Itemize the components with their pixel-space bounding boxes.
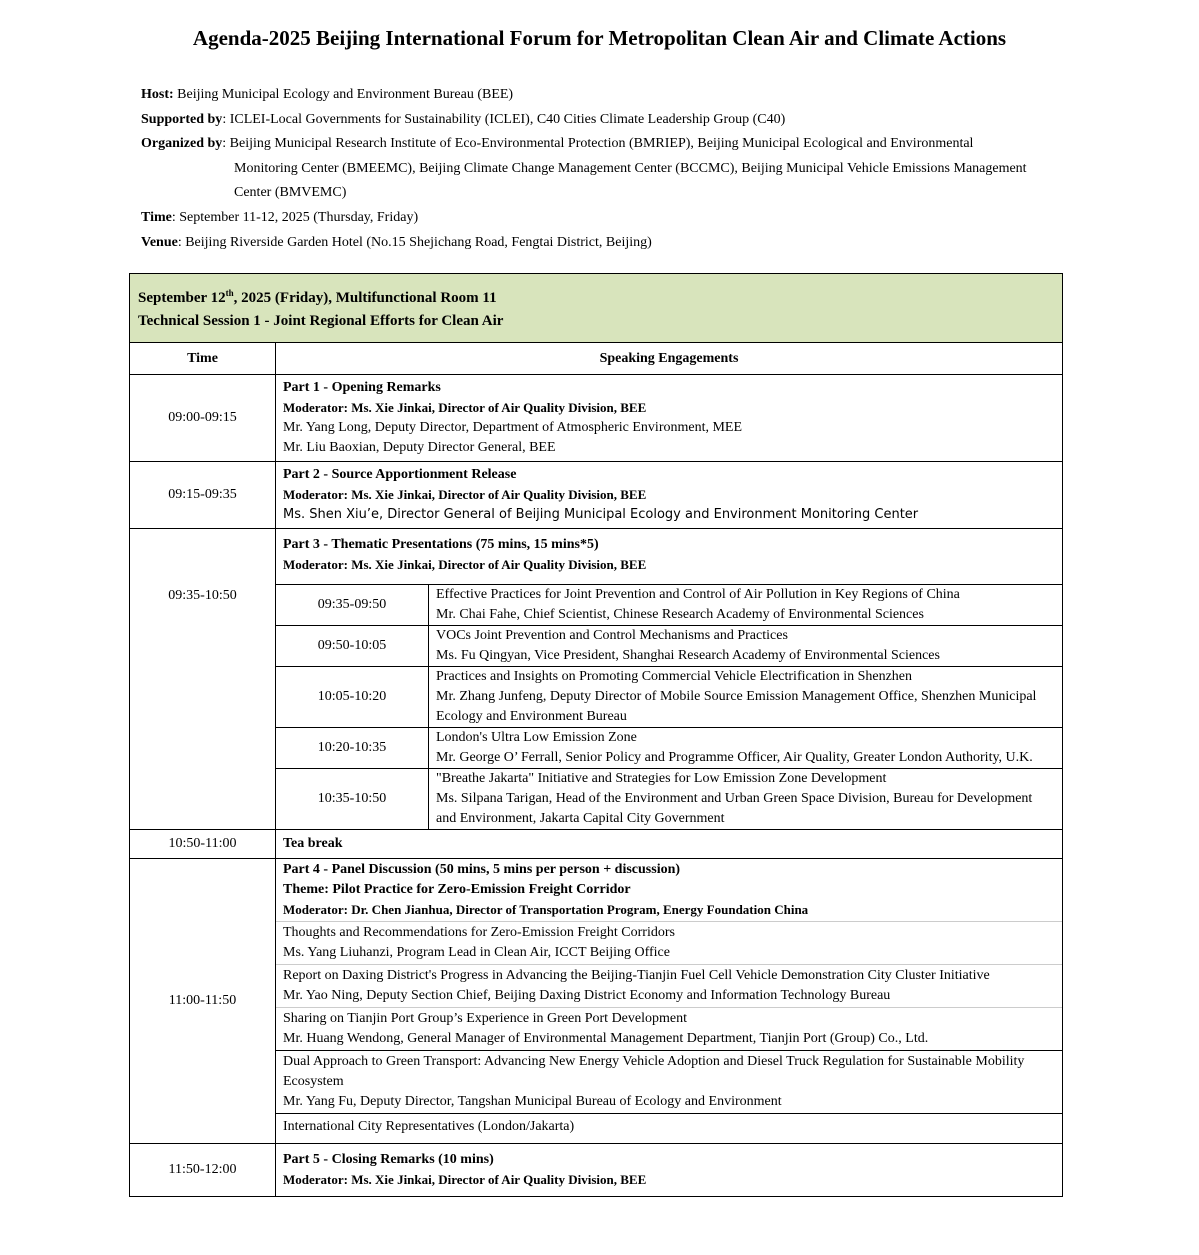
time-cell: 11:50-12:00: [130, 1144, 276, 1197]
organized-label: Organized by: [141, 136, 223, 152]
panel-topic: Report on Daxing District's Progress in Advancing the Beijing-Tianjin Fuel Cell Vehicle Demonstration City Cluster Initiative: [283, 968, 990, 983]
venue-value: : Beijing Riverside Garden Hotel (No.15 Shejichang Road, Fengtai District, Beijing): [177, 234, 652, 250]
talk-topic: Effective Practices for Joint Prevention and Control of Air Pollution in Key Regions of China: [436, 587, 960, 602]
talk-speaker: Ms. Fu Qingyan, Vice President, Shanghai Research Academy of Environmental Sciences: [436, 648, 940, 663]
column-header-engagements: Speaking Engagements: [276, 343, 1063, 375]
panel-speaker: Mr. Huang Wendong, General Manager of Environmental Management Department, Tianjin Port (Group) Co., Ltd.: [283, 1031, 929, 1046]
talk-topic: London's Ultra Low Emission Zone: [436, 730, 637, 745]
talk-topic: VOCs Joint Prevention and Control Mechanisms and Practices: [436, 628, 788, 643]
event-info: [141, 83, 1061, 255]
talk-time: 10:20-10:35: [276, 728, 429, 769]
table-row: [276, 626, 1062, 667]
time-cell: 09:15-09:35: [130, 462, 276, 529]
time-cell: 09:00-09:15: [130, 375, 276, 462]
part4-title: Part 4 - Panel Discussion (50 mins, 5 mins per person + discussion): [283, 862, 681, 877]
organized-value-3: Center (BMVEMC): [234, 185, 347, 201]
part2-moderator: Moderator: Ms. Xie Jinkai, Director of Air Quality Division, BEE: [283, 487, 647, 502]
talk-topic: Practices and Insights on Promoting Commercial Vehicle Electrification in Shenzhen: [436, 669, 913, 684]
time-label: Time: [141, 209, 172, 225]
host-value: Beijing Municipal Ecology and Environment Bureau (BEE): [177, 87, 514, 102]
panel-speaker: Mr. Yang Fu, Deputy Director, Tangshan Municipal Bureau of Ecology and Environment: [283, 1094, 782, 1109]
talk-speaker: Mr. Chai Fahe, Chief Scientist, Chinese Research Academy of Environmental Sciences: [436, 607, 924, 622]
time-cell: 10:50-11:00: [130, 830, 276, 859]
supported-line: [141, 108, 1061, 133]
talk-time: 09:35-09:50: [276, 585, 429, 626]
page-title: Agenda-2025 Beijing International Forum for Metropolitan Clean Air and Climate Actions: [192, 26, 1007, 50]
panel-topic: Thoughts and Recommendations for Zero-Emission Freight Corridors: [283, 925, 675, 940]
panel-speaker: Mr. Yao Ning, Deputy Section Chief, Beijing Daxing District Economy and Information Technology Bureau: [283, 988, 891, 1003]
session-name: Technical Session 1 - Joint Regional Efforts for Clean Air: [138, 313, 504, 329]
supported-value: : ICLEI-Local Governments for Sustainability (ICLEI), C40 Cities Climate Leadership Group (C40): [222, 111, 786, 127]
column-header-time: Time: [130, 343, 276, 375]
talk-topic: "Breathe Jakarta" Initiative and Strategies for Low Emission Zone Development: [436, 771, 887, 786]
panel-closing-item: International City Representatives (London/Jakarta): [283, 1119, 575, 1134]
part4-theme: Theme: Pilot Practice for Zero-Emission Freight Corridor: [283, 882, 631, 897]
part1-cell: [276, 375, 1063, 462]
host-label: Host:: [141, 87, 174, 102]
speaker-line: Mr. Yang Long, Deputy Director, Department of Atmospheric Environment, MEE: [283, 420, 743, 435]
venue-label: Venue: [141, 234, 178, 250]
part1-moderator: Moderator: Ms. Xie Jinkai, Director of Air Quality Division, BEE: [283, 400, 647, 415]
panel-topic: Dual Approach to Green Transport: Advancing New Energy Vehicle Adoption and Diesel Truck Regulation for Sustainable Mobility Ecosystem: [283, 1054, 1025, 1089]
talk-speaker: Mr. George O’ Ferrall, Senior Policy and Programme Officer, Air Quality, Greater London Authority, U.K.: [436, 750, 1033, 765]
list-item: [276, 964, 1062, 1007]
list-item: [276, 1113, 1062, 1143]
time-line: [141, 206, 1061, 231]
part2-cell: [276, 462, 1063, 529]
supported-label: Supported by: [141, 111, 223, 127]
talk-time: 10:05-10:20: [276, 667, 429, 728]
time-cell: 11:00-11:50: [130, 859, 276, 1144]
organized-line: [141, 132, 1061, 157]
part3-title: Part 3 - Thematic Presentations (75 mins, 15 mins*5): [283, 537, 599, 552]
table-row: [276, 667, 1062, 728]
list-item: [276, 1007, 1062, 1050]
agenda-table: [129, 273, 1063, 1197]
session-date: September 12th, 2025 (Friday), Multifunctional Room 11: [138, 288, 497, 306]
part3-moderator: Moderator: Ms. Xie Jinkai, Director of Air Quality Division, BEE: [283, 557, 647, 572]
talk-speaker: Mr. Zhang Junfeng, Deputy Director of Mobile Source Emission Management Office, Shenzhen Municipal Ecology and Environment Bureau: [436, 689, 1037, 724]
speaker-line: Ms. Shen Xiu’e, Director General of Beijing Municipal Ecology and Environment Monitoring Center: [283, 507, 919, 522]
panel-speaker: Ms. Yang Liuhanzi, Program Lead in Clean Air, ICCT Beijing Office: [283, 945, 670, 960]
tea-break-label: Tea break: [283, 836, 343, 851]
list-item: [276, 921, 1062, 964]
talk-time: 09:50-10:05: [276, 626, 429, 667]
part4-moderator: Moderator: Dr. Chen Jianhua, Director of Transportation Program, Energy Foundation China: [283, 902, 809, 917]
time-value: : September 11-12, 2025 (Thursday, Friday): [171, 209, 419, 225]
talk-time: 10:35-10:50: [276, 769, 429, 830]
venue-line: [141, 231, 1061, 256]
list-item: [276, 1050, 1062, 1113]
table-row: [276, 585, 1062, 626]
organized-value-1: : Beijing Municipal Research Institute of Eco-Environmental Protection (BMRIEP), Beijing Municipal Ecological and Environmental: [222, 136, 974, 152]
part1-title: Part 1 - Opening Remarks: [283, 380, 441, 395]
host-line: [141, 83, 1061, 108]
part5-moderator: Moderator: Ms. Xie Jinkai, Director of Air Quality Division, BEE: [283, 1172, 647, 1187]
table-row: [276, 728, 1062, 769]
session-header: [130, 274, 1063, 343]
time-cell: 09:35-10:50: [130, 529, 276, 830]
part3-cell: [276, 529, 1063, 830]
part2-title: Part 2 - Source Apportionment Release: [283, 467, 517, 482]
part5-title: Part 5 - Closing Remarks (10 mins): [283, 1152, 494, 1167]
organized-value-2: Monitoring Center (BMEEMC), Beijing Climate Change Management Center (BCCMC), Beijing Municipal Vehicle Emissions Management: [234, 160, 1027, 176]
speaker-line: Mr. Liu Baoxian, Deputy Director General, BEE: [283, 440, 556, 455]
presentation-table: [276, 584, 1062, 829]
talk-speaker: Ms. Silpana Tarigan, Head of the Environment and Urban Green Space Division, Bureau for Development and Environment, Jakarta Capital City Government: [436, 791, 1033, 826]
break-cell: [276, 830, 1063, 859]
part4-cell: [276, 859, 1063, 1144]
panel-topic: Sharing on Tianjin Port Group’s Experience in Green Port Development: [283, 1011, 687, 1026]
part5-cell: [276, 1144, 1063, 1197]
table-row: [276, 769, 1062, 830]
